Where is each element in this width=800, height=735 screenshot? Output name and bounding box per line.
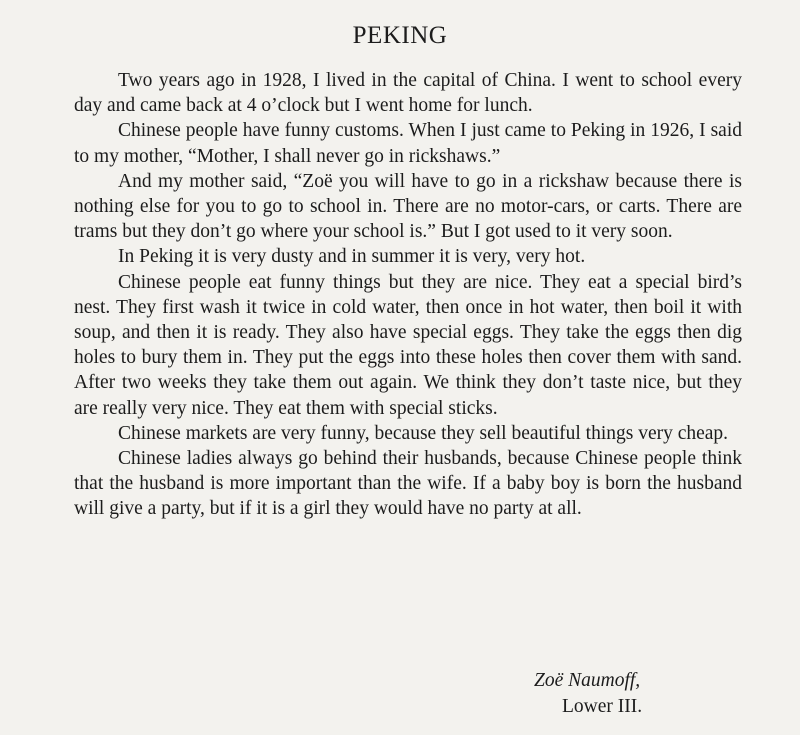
page-title: PEKING [352,22,448,49]
paragraph: Chinese people eat funny things but they are nice. They eat a special bird’s nest. They first wash it twice in cold water, then once in hot water, then boil it with soup, and then it is ready. They also have special eggs. They take the eggs then dig holes to bury them in. They put the eggs into these holes then cover them with sand. After two weeks they take them out again. We think they don’t taste nice, but they are really very nice. They eat them with special sticks. [74,271,742,419]
paragraph: Chinese ladies always go behind their husbands, because Chinese people think that the husband is more important than the wife. If a baby boy is born the husband will give a party, but if it is a girl they would have no party at all. [74,448,742,520]
paragraph: Chinese markets are very funny, because they sell beautiful things very cheap. [118,422,729,444]
author-name: Zoë Naumoff, [534,670,641,691]
signature-block [534,668,734,720]
author-class: Lower III. [562,696,643,717]
paragraph: And my mother said, “Zoë you will have to go in a rickshaw because there is nothing else for you to go to school in. There are no motor-cars, or carts. There are trams but they don’t go where your school is.” But I got used to it very soon. [74,170,742,243]
essay-body [74,68,742,522]
paragraph: Two years ago in 1928, I lived in the capital of China. I went to school every day and came back at 4 o’clock but I went home for lunch. [74,70,742,117]
paragraph: Chinese people have funny customs. When I just came to Peking in 1926, I said to my mother, “Mother, I shall never go in rickshaws.” [74,120,742,167]
paragraph: In Peking it is very dusty and in summer it is very, very hot. [118,246,586,268]
